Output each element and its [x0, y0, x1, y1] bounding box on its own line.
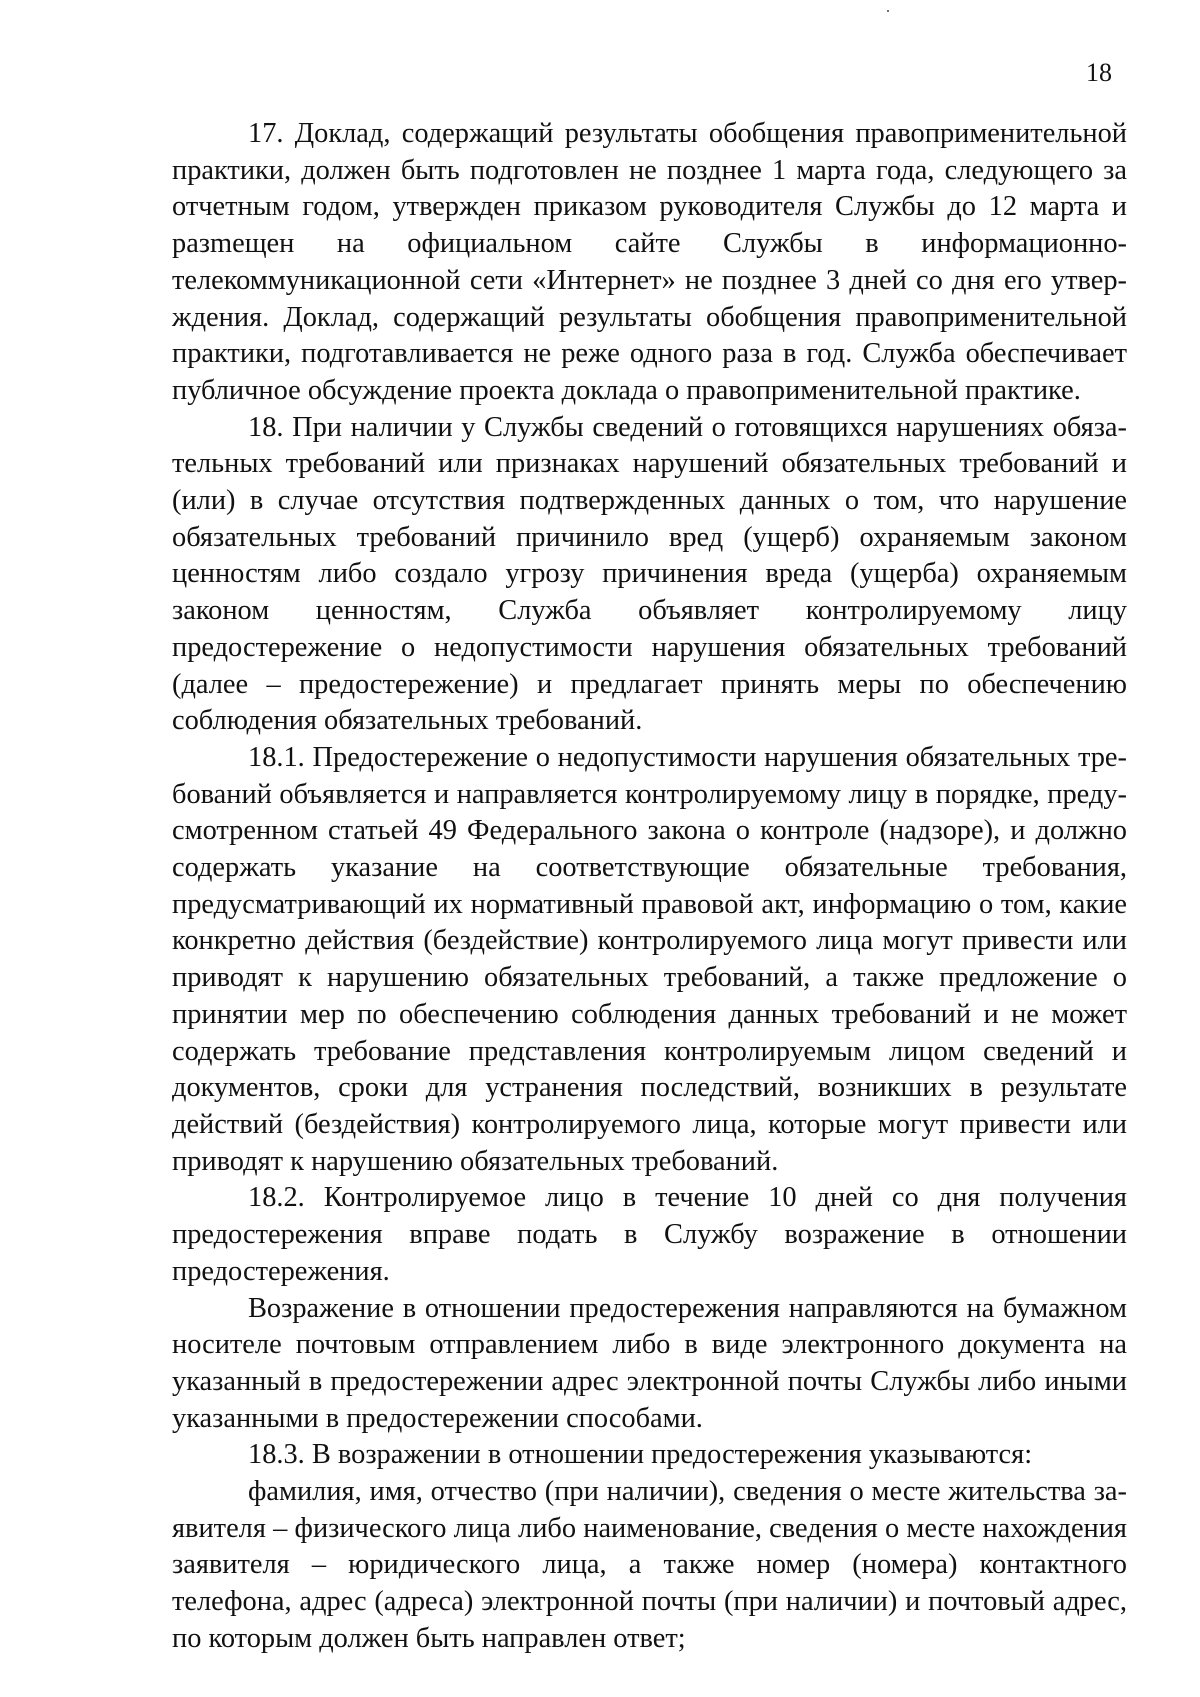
paragraph-18-3: 18.3. В возражении в отношении предостережения указываются: [248, 1439, 1033, 1471]
paragraph-17: 17. Доклад, содержащий результаты обобщения правоприменительной практики, должен быть подготовлен не позднее 1 марта года, следующего за отчетным годом, утвержден приказом руководителя Службы до 12 марта и разmещен на официальном сайте Службы в информационно-телекоммуникационной сети «Интернет» не позднее 3 дней со дня его утверждения. Доклад, содержащий результаты обобщения правоприменительной практики, подготавливается не реже одного раза в год. Служба обеспечивает публичное обсуждение проекта доклада о правоприменительной практике. [172, 118, 1127, 406]
scan-speck [887, 10, 889, 12]
page-number: 18 [1086, 58, 1112, 87]
paragraph-18: 18. При наличии у Службы сведений о готовящихся нарушениях обязательных требований или признаках нарушений обязательных требований и (или) в случае отсутствия подтвержденных данных о том, что нарушение обязательных требований причинило вред (ущерб) охраняемым законом ценностям либо создало угрозу причинения вреда (ущерба) охраняемым законом ценностям, Служба объявляет контролируемому лицу предостережение о недопустимости нарушения обязательных требований (далее – предостережение) и предлагает принять меры по обеспечению соблюдения обязательных требований. [172, 411, 1127, 737]
paragraph-objection-delivery: Возражение в отношении предостережения направляются на бумажном носителе почтовым отправлением либо в виде электронного документа на указанный в предостережении адрес электронной почты Службы либо иными указанными в предостережении способами. [172, 1292, 1127, 1434]
document-body [172, 116, 1127, 1658]
paragraph-18-2: 18.2. Контролируемое лицо в течение 10 дней со дня получения предостережения вправе подать в Службу возражение в отношении предостережения. [172, 1182, 1127, 1287]
paragraph-applicant-details: фамилия, имя, отчество (при наличии), сведения о месте жительства заявителя – физического лица либо наименование, сведения о месте нахождения заявителя – юридического лица, а также номер (номера) контактного телефона, адрес (адреса) электронной почты (при наличии) и почтовый адрес, по которым должен быть направлен ответ; [172, 1476, 1127, 1654]
paragraph-18-1: 18.1. Предостережение о недопустимости нарушения обязательных требований объявляется и направляется контролируемому лицу в порядке, предусмотренном статьей 49 Федерального закона о контроле (надзоре), и должно содержать указание на соответствующие обязательные требования, предусматривающий их нормативный правовой акт, информацию о том, какие конкретно действия (бездействие) контролируемого лица могут привести или приводят к нарушению обязательных требований, а также предложение о принятии мер по обеспечению соблюдения данных требований и не может содержать требование представления контролируемым лицом сведений и документов, сроки для устранения последствий, возникших в результате действий (бездействия) контролируемого лица, которые могут привести или приводят к нарушению обязательных требований. [172, 741, 1127, 1177]
